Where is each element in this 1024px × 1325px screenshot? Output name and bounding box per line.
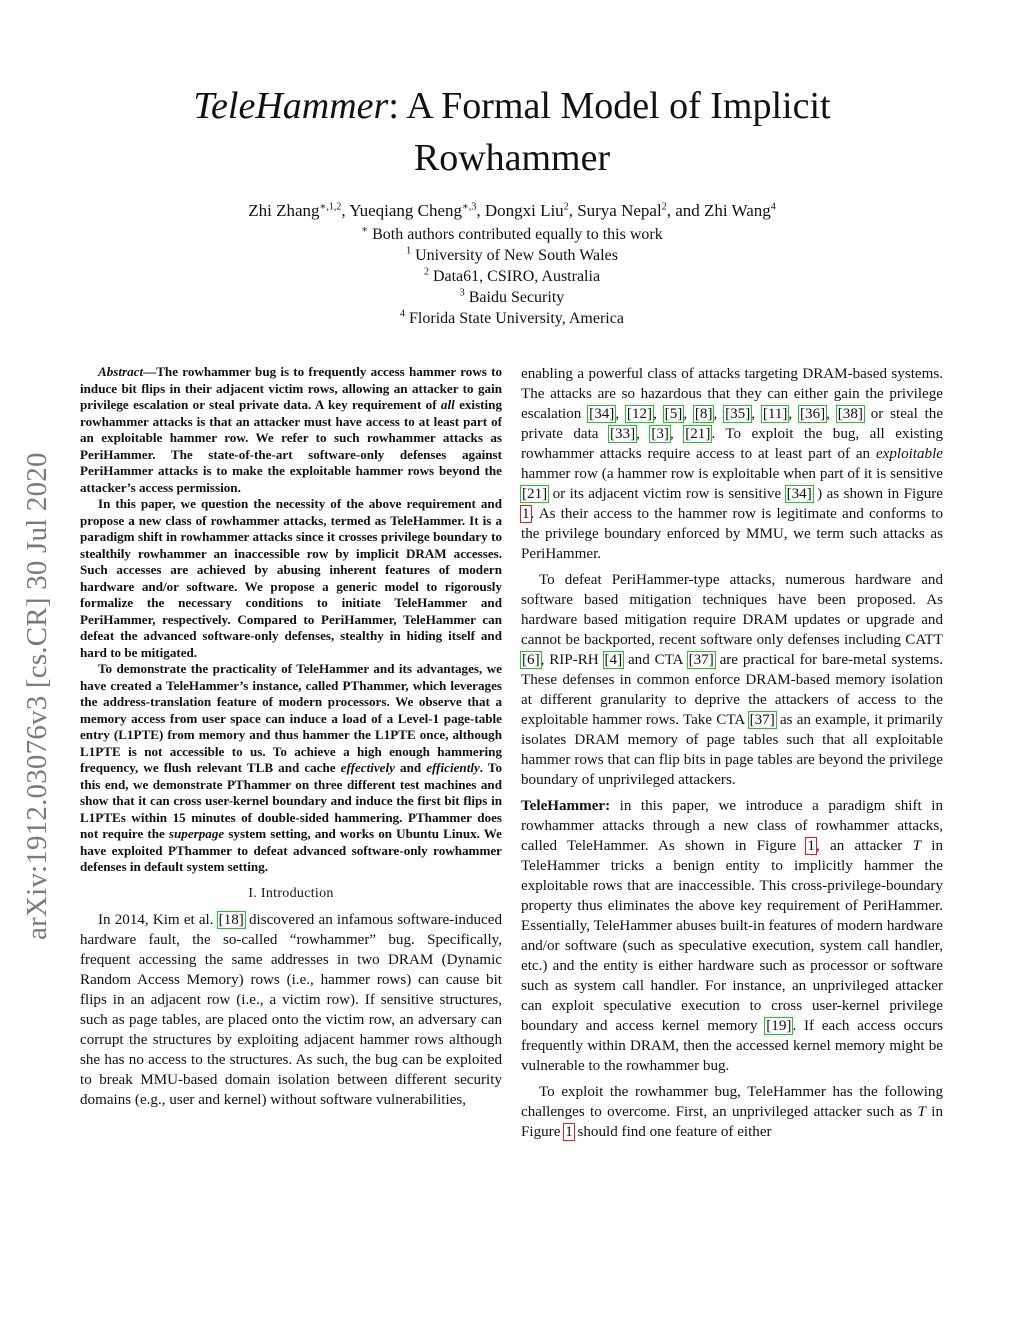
citation-link[interactable]: [34] [589,406,615,422]
right-paragraph-2: To defeat PeriHammer-type attacks, numerous hardware and software based mitigation techniques have been proposed. As hardware based mitigation require DRAM updates or upgrade and cannot be backported, recent software only defenses including CATT [6], RIP-RH [4] and CTA [37] are practical for bare-metal systems. These defenses in common enforce DRAM-based memory isolation at different granularity to deprive the attackers of access to the exploitable hammer rows. Take CTA [37] as an example, it primarily isolates DRAM memory of page tables such that all exploitable hammer rows that can flip bits in page tables are beyond the privilege boundary of unprivileged attackers. [521,572,943,788]
citation-link[interactable]: [33] [609,426,636,442]
citation-link[interactable]: [18] [218,911,244,928]
citation-link[interactable]: [35] [725,406,751,422]
citation-link[interactable]: [12] [626,406,653,422]
right-paragraph-1: enabling a powerful class of attacks targeting DRAM-based systems. The attacks are so hazardous that they can either gain the privilege escalation [34], [12], [5], [8], [35], [11], [36], [38] or steal the private data [33], [3], [21]. To exploit the bug, all existing rowhammer attacks require access to at least part of an exploitable hammer row (a hammer row is exploitable when part of it is sensitive [21] or its adjacent victim row is sensitive [34] ) as shown in Figure 1. As their access to the hammer row is legitimate and conforms to the privilege boundary enforced by MMU, we term such attacks as PeriHammer. [521,366,944,562]
citation-link[interactable]: [34] [786,486,812,502]
citation-link[interactable]: [11] [762,406,788,422]
figure-link[interactable]: 1 [565,1124,573,1140]
right-column [521,364,943,1142]
left-column [80,364,502,1110]
introduction-body [80,910,502,1110]
citation-link[interactable]: [5] [664,406,683,422]
affiliation-1: $^1$ University of New South Wales [406,245,618,264]
citation-link[interactable]: [6] [522,652,540,668]
citation-link[interactable]: [38] [837,406,863,422]
figure-link[interactable]: 1 [807,838,815,854]
figure-link[interactable]: 1 [522,506,530,522]
abstract [80,364,502,876]
citation-link[interactable]: [4] [604,652,623,668]
affiliation-2: $^2$ Data61, CSIRO, Australia [423,266,601,285]
citation-link[interactable]: [8] [694,406,713,422]
abstract-paragraph-1: Abstract—The rowhammer bug is to frequently access hammer rows to induce bit flips in their adjacent victim rows, allowing an attacker to gain privilege escalation or steal private data. A key requirement of all existing rowhammer attacks is that an attacker must have access to at least part of an exploitable hammer row. We refer to such rowhammer attacks as PeriHammer. The state-of-the-art software-only defenses against PeriHammer attacks is to make the exploitable hammer rows beyond the attacker’s access permission. [80,364,502,495]
author-block [100,200,924,329]
abstract-label: Abstract [98,364,144,379]
affiliation-equal: ∗ Both authors contributed equally to this work [361,224,663,243]
arxiv-identifier: arXiv:1912.03076v3 [cs.CR] 30 Jul 2020 [21,452,53,940]
title-italic: TeleHammer [193,85,389,127]
citation-link[interactable]: [37] [749,712,775,728]
author-names: Zhi Zhang$^{∗,1,2}$, Yueqiang Cheng$^{∗,3}$, Dongxi Liu$^2$, Surya Nepal$^2$, and Zhi Wang$^4$ [248,201,776,220]
abstract-paragraph-2: In this paper, we question the necessity of the above requirement and propose a new class of rowhammer attacks, termed as TeleHammer. It is a paradigm shift in rowhammer attacks since it crosses privilege boundary to stealthily rowhammer an inaccessible row by implicit DRAM accesses. Such accesses are achieved by abusing inherent features of modern hardware and/or software. We propose a generic model to rigorously formalize the necessary conditions to initiate TeleHammer and PeriHammer, respectively. Compared to PeriHammer, TeleHammer can defeat the advanced software-only defenses, stealthy in hiding itself and hard to be mitigated. [80,496,502,660]
citation-link[interactable]: [37] [688,652,714,668]
citation-link[interactable]: [21] [685,426,711,442]
introduction-paragraph-1: In 2014, Kim et al. [18] discovered an infamous software-induced hardware fault, the so-called “rowhammer” bug. Specifically, frequent accessing the same addresses in two DRAM (Dynamic Random Access Memory) rows (i.e., hammer rows) can cause bit flips in an adjacent row (i.e., a victim row). If sensitive structures, such as page tables, are placed onto the victim row, an adversary can corrupt the structures by exploiting adjacent hammer rows although she has no access to the structures. As such, the bug can be exploited to break MMU-based domain isolation between different security domains (e.g., user and kernel) without software vulnerabilities, [80,911,502,1108]
telehammer-label: TeleHammer: [521,798,611,814]
citation-link[interactable]: [21] [522,486,548,502]
right-paragraph-3: TeleHammer: in this paper, we introduce a paradigm shift in rowhammer attacks through a new class of rowhammer attacks, called TeleHammer. As shown in Figure 1, an attacker T in TeleHammer tricks a benign entity to implicitly hammer the exploitable rows that are inaccessible. This cross-privilege-boundary property thus eliminates the above key requirement of PeriHammer. Essentially, TeleHammer abuses built-in features of modern hardware and/or software (such as speculative execution, system call handler, etc.) and the entity is either hardware such as processor or software such as system call handler. For instance, an unprivileged attacker can exploit speculative execution to cross user-kernel privilege boundary and access kernel memory [19]. If each access occurs frequently within DRAM, then the accessed kernel memory might be vulnerable to the rowhammer bug. [521,798,943,1074]
affiliation-3: $^3$ Baidu Security [459,287,565,306]
title-rest: : A Formal Model of Implicit Rowhammer [388,85,831,179]
section-heading-introduction: I. Introduction [248,885,334,901]
right-paragraph-4: To exploit the rowhammer bug, TeleHammer has the following challenges to overcome. First, an unprivileged attacker such as T in Figure 1 should find one feature of either [521,1084,943,1140]
citation-link[interactable]: [3] [651,426,669,442]
citation-link[interactable]: [36] [800,406,826,422]
affiliation-4: $^4$ Florida State University, America [400,308,624,327]
abstract-paragraph-3: To demonstrate the practicality of TeleHammer and its advantages, we have created a TeleHammer’s instance, called PThammer, which leverages the address-translation feature of modern processors. We observe that a memory access from user space can induce a load of a Level-1 page-table entry (L1PTE) from memory and thus hammer the L1PTE once, although L1PTE is not accessible to us. To achieve a high enough hammering frequency, we flush relevant TLB and cache effectively and efficiently. To this end, we demonstrate PThammer on three different test machines and show that it can cross user-kernel boundary and induce the first bit flips in L1PTEs within 15 minutes of double-sided hammering. PThammer does not require the superpage system setting, and works on Ubuntu Linux. We have exploited PThammer to defeat advanced software-only rowhammer defenses in default system setting. [80,661,502,874]
citation-link[interactable]: [19] [766,1018,792,1034]
paper-title [100,80,924,184]
